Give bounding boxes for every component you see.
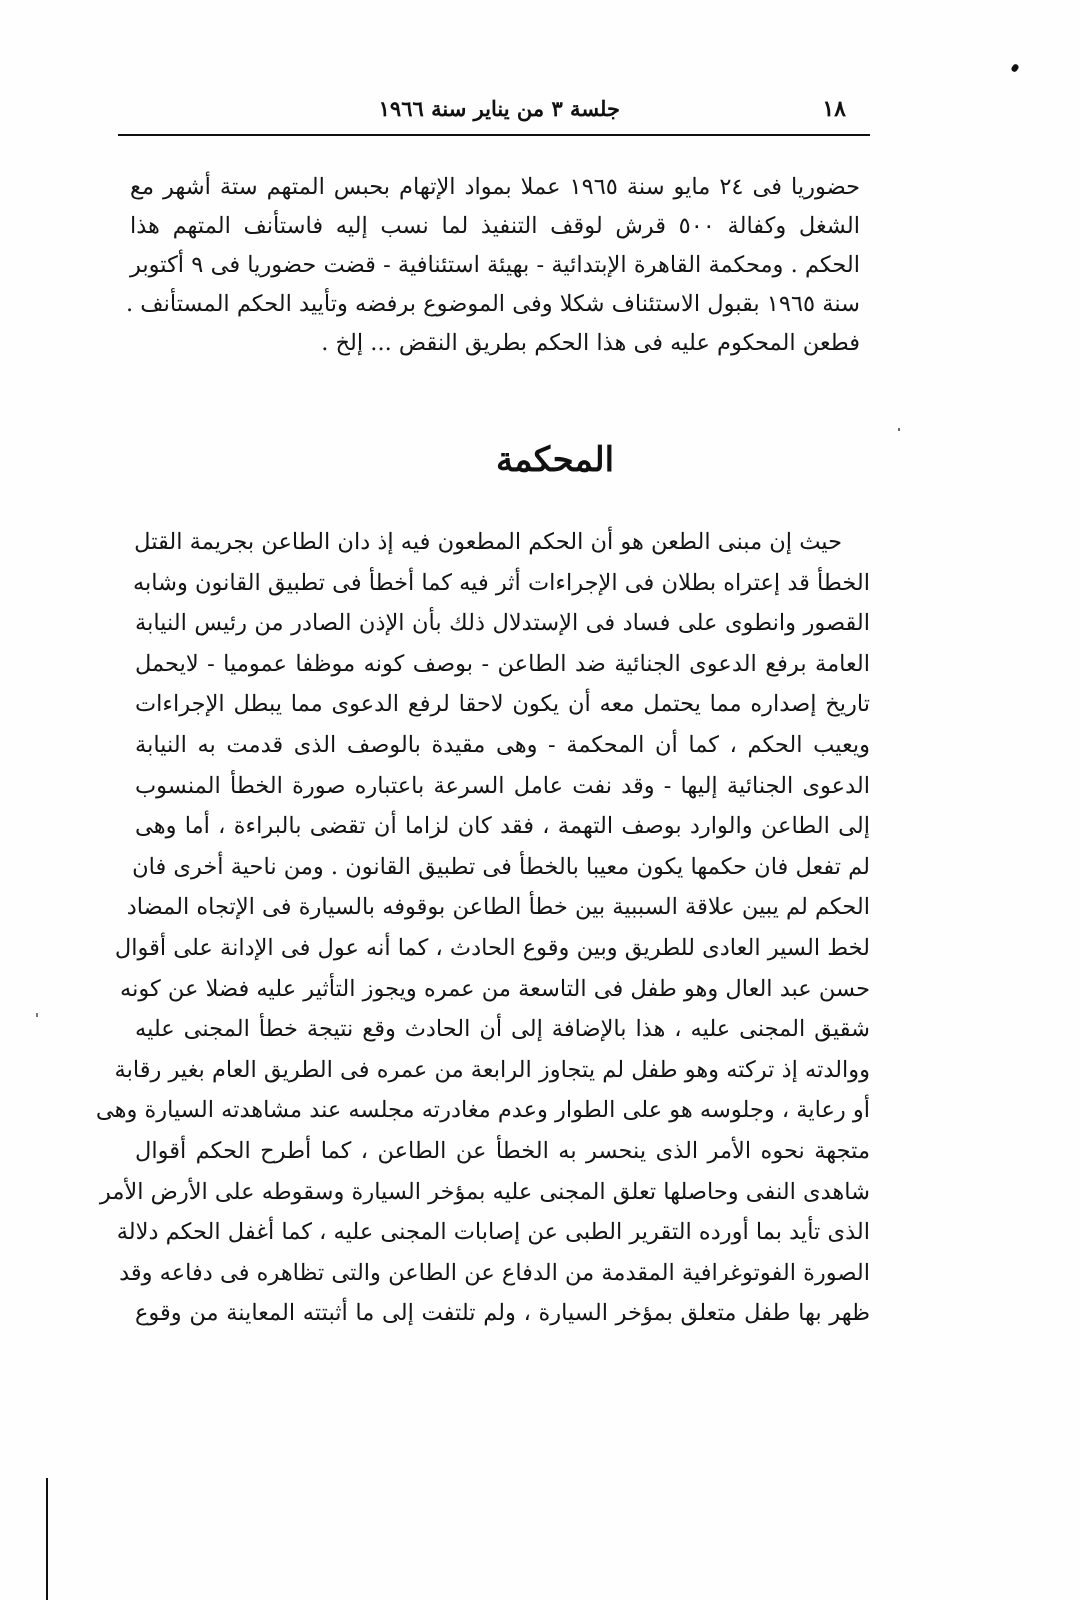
intro-line: سنة ١٩٦٥ بقبول الاستئناف شكلا وفى الموضوع برفضه وتأييد الحكم المستأنف . (125, 291, 860, 317)
page-number: ١٨ (822, 96, 846, 122)
body-line: إلى الطاعن والوارد بوصف التهمة ، فقد كان لزاما أن تقضى بالبراءة ، أما وهى (135, 813, 870, 840)
court-reasoning-paragraph (95, 522, 870, 1334)
intro-line: الحكم . ومحكمة القاهرة الإبتدائية - بهيئة استئنافية - قضت حضوريا فى ٩ أكتوبر (130, 252, 860, 278)
body-line: حسن عبد العال وهو طفل فى التاسعة من عمره ويجوز التأثير عليه فضلا عن كونه (120, 975, 870, 1002)
body-line: لم تفعل فان حكمها يكون معيبا بالخطأ فى تطبيق القانون . ومن ناحية أخرى فان (132, 853, 870, 880)
body-line: لخط السير العادى للطريق وبين وقوع الحادث ، كما أنه عول فى الإدانة على أقوال (114, 934, 870, 961)
body-line: شقيق المجنى عليه ، هذا بالإضافة إلى أن الحادث وقع نتيجة خطأ المجنى عليه (135, 1016, 870, 1043)
body-line: ووالدته إذ تركته وهو طفل لم يتجاوز الرابعة من عمره فى الطريق العام بغير رقابة (114, 1056, 870, 1083)
body-line: ويعيب الحكم ، كما أن المحكمة - وهى مقيدة بالوصف الذى قدمت به النيابة (135, 731, 870, 758)
body-line: الحكم لم يبين علاقة السببية بين خطأ الطاعن بوقوفه بالسيارة فى الإتجاه المضاد (126, 894, 870, 921)
section-heading: المحكمة (495, 440, 615, 480)
body-line: شاهدى النفى وحاصلها تعلق المجنى عليه بمؤخر السيارة وسقوطه على الأرض الأمر (99, 1178, 870, 1205)
scan-speck-mid-right (898, 428, 900, 431)
intro-line: فطعن المحكوم عليه فى هذا الحكم بطريق النقض ... إلخ . (321, 330, 860, 356)
body-line: الدعوى الجنائية إليها - وقد نفت عامل السرعة باعتباره صورة الخطأ المنسوب (135, 772, 870, 799)
body-line: متجهة نحوه الأمر الذى ينحسر به الخطأ عن الطاعن ، كما أطرح الحكم أقوال (135, 1137, 870, 1164)
header-rule (118, 134, 870, 136)
body-line: تاريخ إصداره مما يحتمل معه أن يكون لاحقا لرفع الدعوى مما يبطل الإجراءات (135, 691, 870, 718)
scan-margin-line-left (46, 1478, 48, 1600)
body-line: حيث إن مبنى الطعن هو أن الحكم المطعون فيه إذ دان الطاعن بجريمة القتل (134, 529, 842, 555)
body-line: القصور وانطوى على فساد فى الإستدلال ذلك بأن الإذن الصادر من رئيس النيابة (135, 610, 870, 637)
body-line: الصورة الفوتوغرافية المقدمة من الدفاع عن الطاعن والتى تظاهره فى دفاعه وقد (119, 1259, 870, 1286)
scan-speck-left (36, 1013, 38, 1017)
body-line: العامة برفع الدعوى الجنائية ضد الطاعن - بوصف كونه موظفا عموميا - لايحمل (135, 650, 870, 677)
body-line: ظهر بها طفل متعلق بمؤخر السيارة ، ولم تلتفت إلى ما أثبتته المعاينة من وقوع (135, 1300, 870, 1327)
page-header (118, 90, 870, 150)
intro-line: الشغل وكفالة ٥٠٠ قرش لوقف التنفيذ لما نسب إليه فاستأنف المتهم هذا (130, 213, 860, 239)
body-line: أو رعاية ، وجلوسه هو على الطوار وعدم مغادرته مجلسه عند مشاهدته السيارة وهى (95, 1097, 870, 1124)
running-head-session-title: جلسة ٣ من يناير سنة ١٩٦٦ (378, 96, 620, 121)
body-line: الذى تأيد بما أورده التقرير الطبى عن إصابات المجنى عليه ، كما أغفل الحكم دلالة (116, 1219, 870, 1246)
intro-line: حضوريا فى ٢٤ مايو سنة ١٩٦٥ عملا بمواد الإتهام بحبس المتهم ستة أشهر مع (130, 174, 861, 200)
intro-paragraph (125, 168, 861, 363)
scan-speck-top-right (1010, 63, 1020, 73)
body-line: الخطأ قد إعتراه بطلان فى الإجراءات أثر فيه كما أخطأ فى تطبيق القانون وشابه (132, 569, 870, 596)
